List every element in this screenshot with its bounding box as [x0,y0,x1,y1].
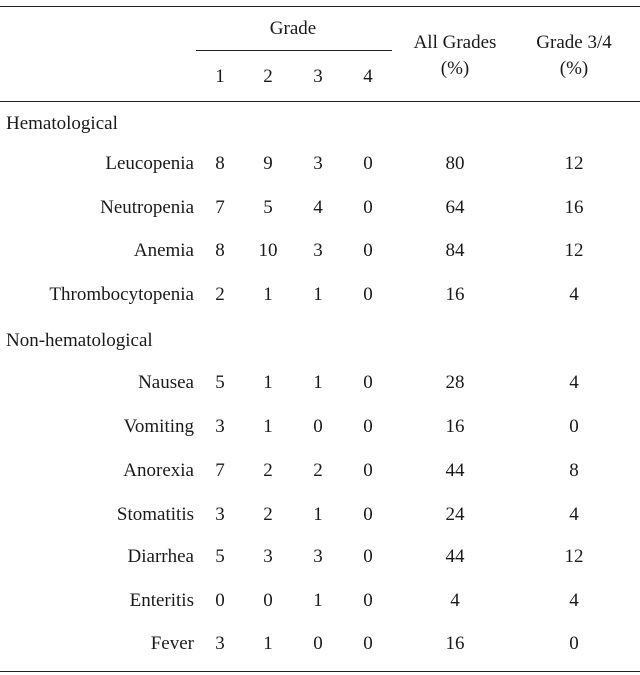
cell-all-grades: 16 [445,416,465,437]
grade-3-header: 3 [313,66,323,87]
cell-grade34: 0 [569,633,579,654]
cell-grade-1: 3 [215,504,225,525]
grade34-header: Grade 3/4 [536,32,612,53]
cell-grade-3: 1 [313,372,323,393]
row-label: Nausea [138,372,194,393]
cell-grade-2: 2 [263,460,273,481]
cell-grade-4: 0 [363,197,373,218]
row-label: Leucopenia [105,153,194,174]
table-bottom-rule [0,671,640,672]
cell-grade-1: 0 [215,590,225,611]
cell-grade-1: 5 [215,546,225,567]
cell-all-grades: 84 [445,240,465,261]
cell-grade-2: 5 [263,197,273,218]
section-title-non-hematological: Non-hematological [6,330,153,351]
cell-all-grades: 16 [445,284,465,305]
grade-group-header: Grade [269,18,317,39]
header-bottom-rule [0,101,640,102]
row-label: Fever [150,633,194,654]
cell-all-grades: 16 [445,633,465,654]
cell-grade-4: 0 [363,546,373,567]
cell-grade34: 12 [564,240,584,261]
table-top-rule [0,6,640,7]
cell-grade34: 4 [569,284,579,305]
section-title-hematological: Hematological [6,113,118,134]
cell-grade-1: 2 [215,284,225,305]
row-label: Diarrhea [127,546,194,567]
cell-grade-1: 7 [215,460,225,481]
cell-grade-1: 3 [215,416,225,437]
cell-grade-3: 3 [313,240,323,261]
row-label: Stomatitis [116,504,194,525]
cell-all-grades: 44 [445,546,465,567]
cell-grade-2: 9 [263,153,273,174]
cell-grade-2: 1 [263,416,273,437]
cell-all-grades: 44 [445,460,465,481]
all-grades-header: All Grades [413,32,497,53]
cell-grade-2: 0 [263,590,273,611]
grade-group-rule [196,50,392,51]
cell-all-grades: 28 [445,372,465,393]
cell-grade-1: 7 [215,197,225,218]
cell-grade-4: 0 [363,416,373,437]
cell-grade-3: 1 [313,504,323,525]
cell-grade34: 16 [564,197,584,218]
grade-1-header: 1 [215,66,225,87]
cell-grade-4: 0 [363,590,373,611]
cell-grade-1: 8 [215,240,225,261]
cell-grade-4: 0 [363,153,373,174]
cell-grade34: 4 [569,504,579,525]
row-label: Enteritis [129,590,194,611]
cell-grade-3: 4 [313,197,323,218]
cell-grade-4: 0 [363,460,373,481]
cell-grade-2: 1 [263,284,273,305]
cell-grade-3: 1 [313,590,323,611]
cell-grade34: 0 [569,416,579,437]
cell-grade-3: 2 [313,460,323,481]
cell-grade-2: 1 [263,372,273,393]
cell-grade34: 4 [569,372,579,393]
row-label: Vomiting [123,416,194,437]
cell-grade-2: 1 [263,633,273,654]
cell-grade-1: 3 [215,633,225,654]
cell-grade34: 12 [564,546,584,567]
cell-grade-3: 3 [313,546,323,567]
row-label: Anemia [133,240,194,261]
cell-all-grades: 24 [445,504,465,525]
cell-grade-4: 0 [363,504,373,525]
cell-grade34: 12 [564,153,584,174]
cell-grade34: 4 [569,590,579,611]
cell-grade-2: 3 [263,546,273,567]
row-label: Neutropenia [100,197,194,218]
cell-all-grades: 4 [450,590,460,611]
cell-grade-3: 1 [313,284,323,305]
grade-4-header: 4 [363,66,373,87]
cell-all-grades: 64 [445,197,465,218]
cell-grade-3: 0 [313,416,323,437]
cell-grade-1: 5 [215,372,225,393]
cell-grade-4: 0 [363,284,373,305]
cell-all-grades: 80 [445,153,465,174]
cell-grade-2: 10 [258,240,278,261]
all-grades-unit: (%) [440,58,470,79]
grade34-unit: (%) [559,58,589,79]
row-label: Thrombocytopenia [49,284,194,305]
cell-grade-4: 0 [363,240,373,261]
cell-grade-3: 0 [313,633,323,654]
cell-grade-2: 2 [263,504,273,525]
grade-2-header: 2 [263,66,273,87]
row-label: Anorexia [123,460,194,481]
cell-grade-3: 3 [313,153,323,174]
cell-grade-4: 0 [363,372,373,393]
cell-grade-4: 0 [363,633,373,654]
cell-grade34: 8 [569,460,579,481]
cell-grade-1: 8 [215,153,225,174]
